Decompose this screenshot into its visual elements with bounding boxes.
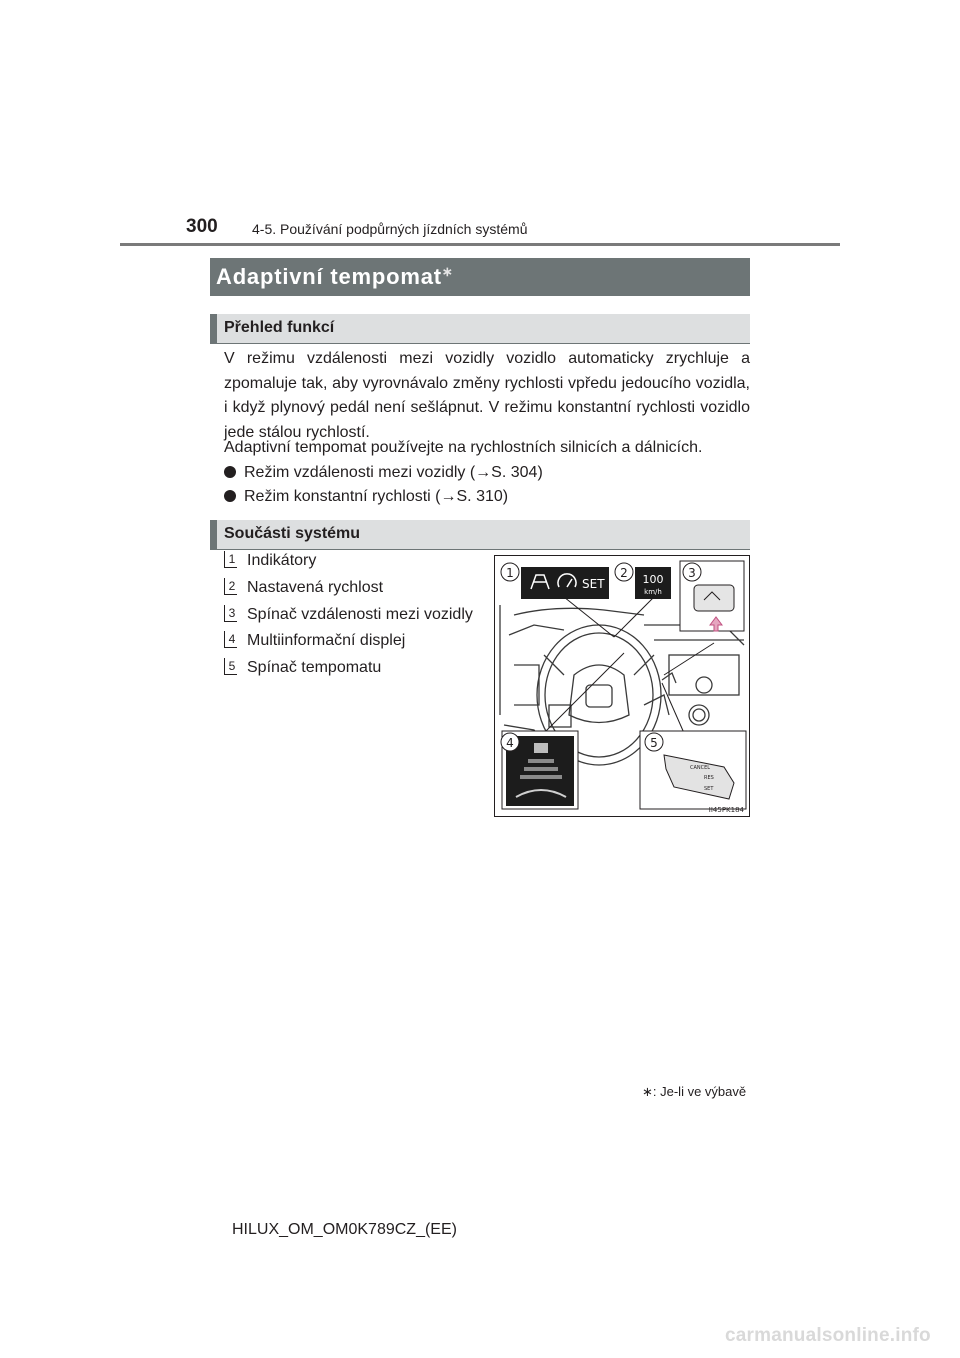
callout-3 [683, 563, 701, 581]
speed-value: 100 [642, 573, 664, 586]
optional-equipment-marker: ∗ [441, 264, 454, 279]
bullet-constant-speed-mode: Režim konstantní rychlosti (→S. 310) [224, 485, 508, 509]
component-item: 1 Indikátory [224, 549, 316, 573]
callout-2 [615, 563, 633, 581]
system-components-illustration [494, 555, 750, 817]
figure-id: II45PK184 [708, 806, 744, 814]
footer-code: HILUX_OM_OM0K789CZ_(EE) [232, 1221, 457, 1238]
component-item: 2 Nastavená rychlost [224, 576, 383, 600]
callout-4 [501, 733, 519, 751]
watermark: carmanualsonline.info [725, 1325, 931, 1346]
svg-text:1: 1 [506, 566, 514, 580]
page-title: Adaptivní tempomat ∗ [216, 264, 454, 289]
set-indicator: SET [582, 577, 605, 591]
overview-heading: Přehled funkcí [210, 314, 750, 344]
title-band [210, 258, 750, 296]
lever-label-set: SET [704, 786, 714, 792]
component-item: 5 Spínač tempomatu [224, 656, 381, 680]
section-label: 4-5. Používání podpůrných jízdních systémů [252, 221, 528, 237]
header-rule [120, 243, 840, 246]
svg-text:5: 5 [650, 736, 658, 750]
svg-text:2: 2 [620, 566, 628, 580]
component-item: 4 Multiinformační displej [224, 629, 405, 653]
components-heading: Součásti systému [210, 520, 750, 550]
page-number: 300 [186, 216, 218, 237]
overview-paragraph: V režimu vzdálenosti mezi vozidly vozidlo automaticky zrychluje a zpomaluje tak, aby vyrovnávalo změny rychlosti vpředu jedoucího vozidla, i když plynový pedál není sešlápnut. V režimu konstantní rychlosti vozidlo jede stálou rychlostí. [224, 350, 750, 441]
lever-label-res: RES [704, 775, 714, 781]
svg-text:4: 4 [506, 736, 514, 750]
svg-text:3: 3 [688, 566, 696, 580]
bullet-distance-mode: Režim vzdálenosti mezi vozidly (→S. 304) [224, 461, 543, 485]
footnote: ∗: Je-li ve výbavě [642, 1084, 747, 1099]
component-item: 3 Spínač vzdálenosti mezi vozidly [224, 603, 473, 627]
usage-paragraph: Adaptivní tempomat používejte na rychlostních silnicích a dálnicích. [224, 439, 703, 456]
callout-1 [501, 563, 519, 581]
callout-5 [645, 733, 663, 751]
speed-unit: km/h [644, 588, 662, 596]
lever-label-cancel: CANCEL [690, 765, 711, 771]
